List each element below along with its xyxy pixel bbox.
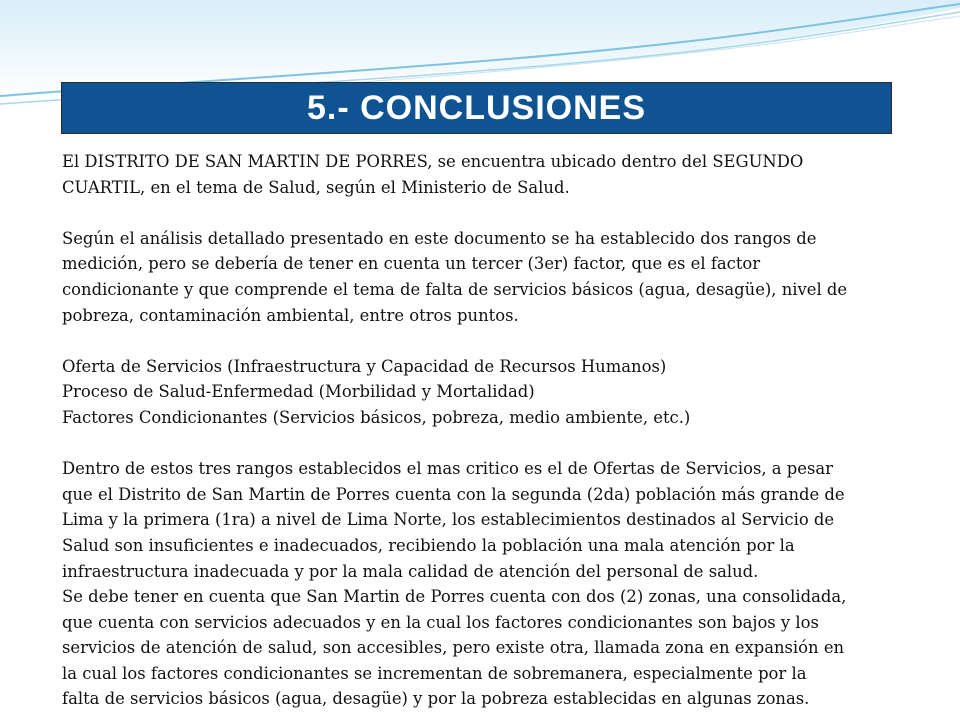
list-item: Proceso de Salud-Enfermedad (Morbilidad y Mortalidad) xyxy=(62,382,535,402)
text-line: pobreza, contaminación ambiental, entre otros puntos. xyxy=(62,305,519,325)
text-line: que el Distrito de San Martin de Porres cuenta con la segunda (2da) población más grande de xyxy=(62,484,845,504)
text-line: Se debe tener en cuenta que San Martin de Porres cuenta con dos (2) zonas, una consolidada, xyxy=(62,587,847,607)
list-item: Factores Condicionantes (Servicios básicos, pobreza, medio ambiente, etc.) xyxy=(62,407,691,427)
text-line: medición, pero se debería de tener en cuenta un tercer (3er) factor, que es el factor xyxy=(62,254,761,274)
title-bar xyxy=(61,82,892,134)
text-line: Salud son insuficientes e inadecuados, recibiendo la población una mala atención por la xyxy=(62,535,795,555)
text-line: Lima y la primera (1ra) a nivel de Lima Norte, los establecimientos destinados al Servicio de xyxy=(62,510,835,530)
list-item: Oferta de Servicios (Infraestructura y Capacidad de Recursos Humanos) xyxy=(62,356,667,376)
text-line: CUARTIL, en el tema de Salud, según el Ministerio de Salud. xyxy=(62,177,570,197)
page-title: 5.- CONCLUSIONES xyxy=(306,88,647,127)
text-line: la cual los factores condicionantes se incrementan de sobremanera, especialmente por la xyxy=(62,663,807,683)
text-line: servicios de atención de salud, son accesibles, pero existe otra, llamada zona en expansión en xyxy=(62,638,845,658)
text-line: El DISTRITO DE SAN MARTIN DE PORRES, se encuentra ubicado dentro del SEGUNDO xyxy=(62,152,804,171)
text-line: condicionante y que comprende el tema de falta de servicios básicos (agua, desagüe), nivel de xyxy=(62,279,848,299)
text-line: infraestructura inadecuada y por la mala calidad de atención del personal de salud. xyxy=(62,561,759,581)
text-line: falta de servicios básicos (agua, desagüe) y por la pobreza establecidas en algunas zonas. xyxy=(62,689,810,709)
text-line: Dentro de estos tres rangos establecidos el mas critico es el de Ofertas de Servicios, a pesar xyxy=(62,459,833,479)
content-body xyxy=(62,149,912,712)
text-line: que cuenta con servicios adecuados y en la cual los factores condicionantes son bajos y los xyxy=(62,612,819,632)
text-line: Según el análisis detallado presentado en este documento se ha establecido dos rangos de xyxy=(62,228,817,248)
